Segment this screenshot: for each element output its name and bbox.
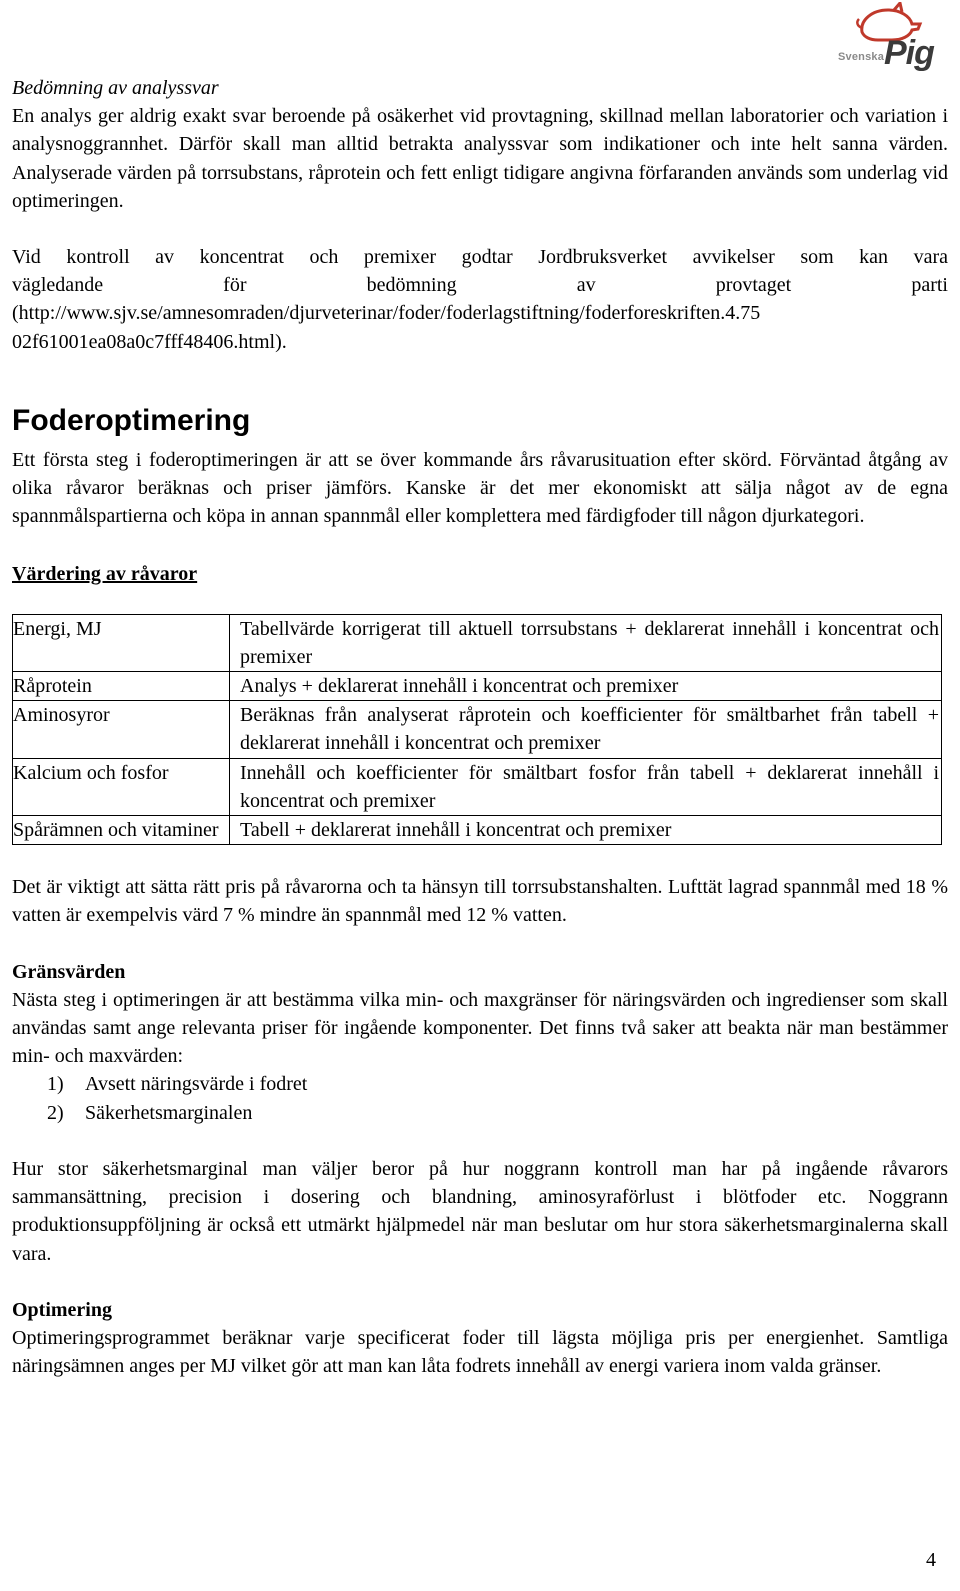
list-text: Säkerhetsmarginalen — [85, 1101, 253, 1124]
assessment-heading: Bedömning av analyssvar — [12, 77, 219, 99]
assessment-paragraph: En analys ger aldrig exakt svar beroende på osäkerhet vid provtagning, skillnad mellan laboratorier och variation i analysnoggrannhet. Därför skall man alltid betrakta analyssvar som indikationer och inte helt sanna värden. Analyserade värden på torrsubstans, råprotein och fett enligt tidigare angivna förfaranden används som underlag vid optimeringen. — [12, 105, 948, 212]
table-cell-source: Beräknas från analyserat råprotein och koefficienter för smältbarhet från tabell + deklarerat innehåll i koncentrat och premixer — [230, 701, 942, 758]
table-cell-source: Tabell + deklarerat innehåll i koncentrat och premixer — [230, 816, 942, 845]
table-cell-source: Tabellvärde korrigerat till aktuell torrsubstans + deklarerat innehåll i koncentrat och premixer — [230, 614, 942, 671]
link-line[interactable]: 02f61001ea08a0c7fff48406.html). — [12, 330, 287, 353]
table-row — [13, 672, 942, 701]
list-number: 2) — [47, 1101, 64, 1124]
list-number: 1) — [47, 1073, 64, 1096]
optimization-paragraph: Ett första steg i foderoptimeringen är att se över kommande års råvarusituation efter skörd. Förväntad åtgång av olika råvaror beräknas och priser jämförs. Kanske är det mer ekonomiskt att sälja något av de egna spannmålspartierna och köpa in annan spannmål eller komplettera med färdigfoder till någon djurkategori. — [12, 448, 948, 528]
logo-text-small: Svenska — [838, 51, 885, 63]
assessment-paragraph-2 — [12, 243, 948, 356]
table-cell-item: Kalcium och fosfor — [13, 758, 230, 815]
logo-text-big: Pig — [884, 34, 934, 72]
table-cell-item: Energi, MJ — [13, 614, 230, 671]
table-row — [13, 758, 942, 815]
limits-list — [12, 1070, 948, 1126]
optimization-heading: Foderoptimering — [12, 403, 251, 437]
limits-paragraph-2: Hur stor säkerhetsmarginal man väljer beror på hur noggrann kontroll man har på ingående råvarors sammansättning, precision i dosering och blandning, aminosyraförlust i blötfoder etc. Noggrann produktionsuppföljning är också ett utmärkt hjälpmedel när man beslutar om hur stora säkerhetsmarginalerna skall vara. — [12, 1157, 948, 1265]
page-number: 4 — [926, 1549, 936, 1571]
list-text: Avsett näringsvärde i fodret — [85, 1073, 308, 1096]
paragraph-line: vägledande för bedömning av provtaget parti — [12, 274, 948, 297]
table-cell-source: Analys + deklarerat innehåll i koncentrat och premixer — [230, 672, 942, 701]
table-cell-source: Innehåll och koefficienter för smältbart fosfor från tabell + deklarerat innehåll i koncentrat och premixer — [230, 758, 942, 815]
table-cell-item: Aminosyror — [13, 701, 230, 758]
optimering-heading: Optimering — [12, 1298, 112, 1321]
valuation-paragraph: Det är viktigt att sätta rätt pris på råvarorna och ta hänsyn till torrsubstanshalten. Lufttät lagrad spannmål med 18 % vatten är exempelvis värd 7 % mindre än spannmål med 12 % vatten. — [12, 876, 948, 927]
table-row — [13, 816, 942, 845]
limits-paragraph: Nästa steg i optimeringen är att bestämma vilka min- och maxgränser för näringsvärden och ingredienser som skall användas samt ange relevanta priser för ingående komponenter. Det finns två saker att beakta när man bestämmer min- och maxvärden: — [12, 988, 948, 1068]
list-item — [47, 1070, 948, 1098]
table-row — [13, 701, 942, 758]
document-body — [12, 0, 948, 1380]
optimering-paragraph: Optimeringsprogrammet beräknar varje specificerat foder till lägsta möjliga pris per energienhet. Samtliga näringsämnen anges per MJ vilket gör att man kan låta fodrets innehåll av energi variera inom valda gränser. — [12, 1326, 948, 1378]
paragraph-line: Vid kontroll av koncentrat och premixer godtar Jordbruksverket avvikelser som kan vara — [12, 246, 948, 269]
link-line[interactable]: (http://www.sjv.se/amnesomraden/djurveterinar/foder/foderlagstiftning/foderforeskriften.4.75 — [12, 302, 761, 325]
valuation-table — [12, 614, 942, 846]
table-cell-item: Spårämnen och vitaminer — [13, 816, 230, 845]
valuation-heading: Värdering av råvaror — [12, 563, 198, 586]
limits-heading: Gränsvärden — [12, 960, 126, 983]
table-row — [13, 614, 942, 671]
list-item — [47, 1099, 948, 1127]
table-cell-item: Råprotein — [13, 672, 230, 701]
